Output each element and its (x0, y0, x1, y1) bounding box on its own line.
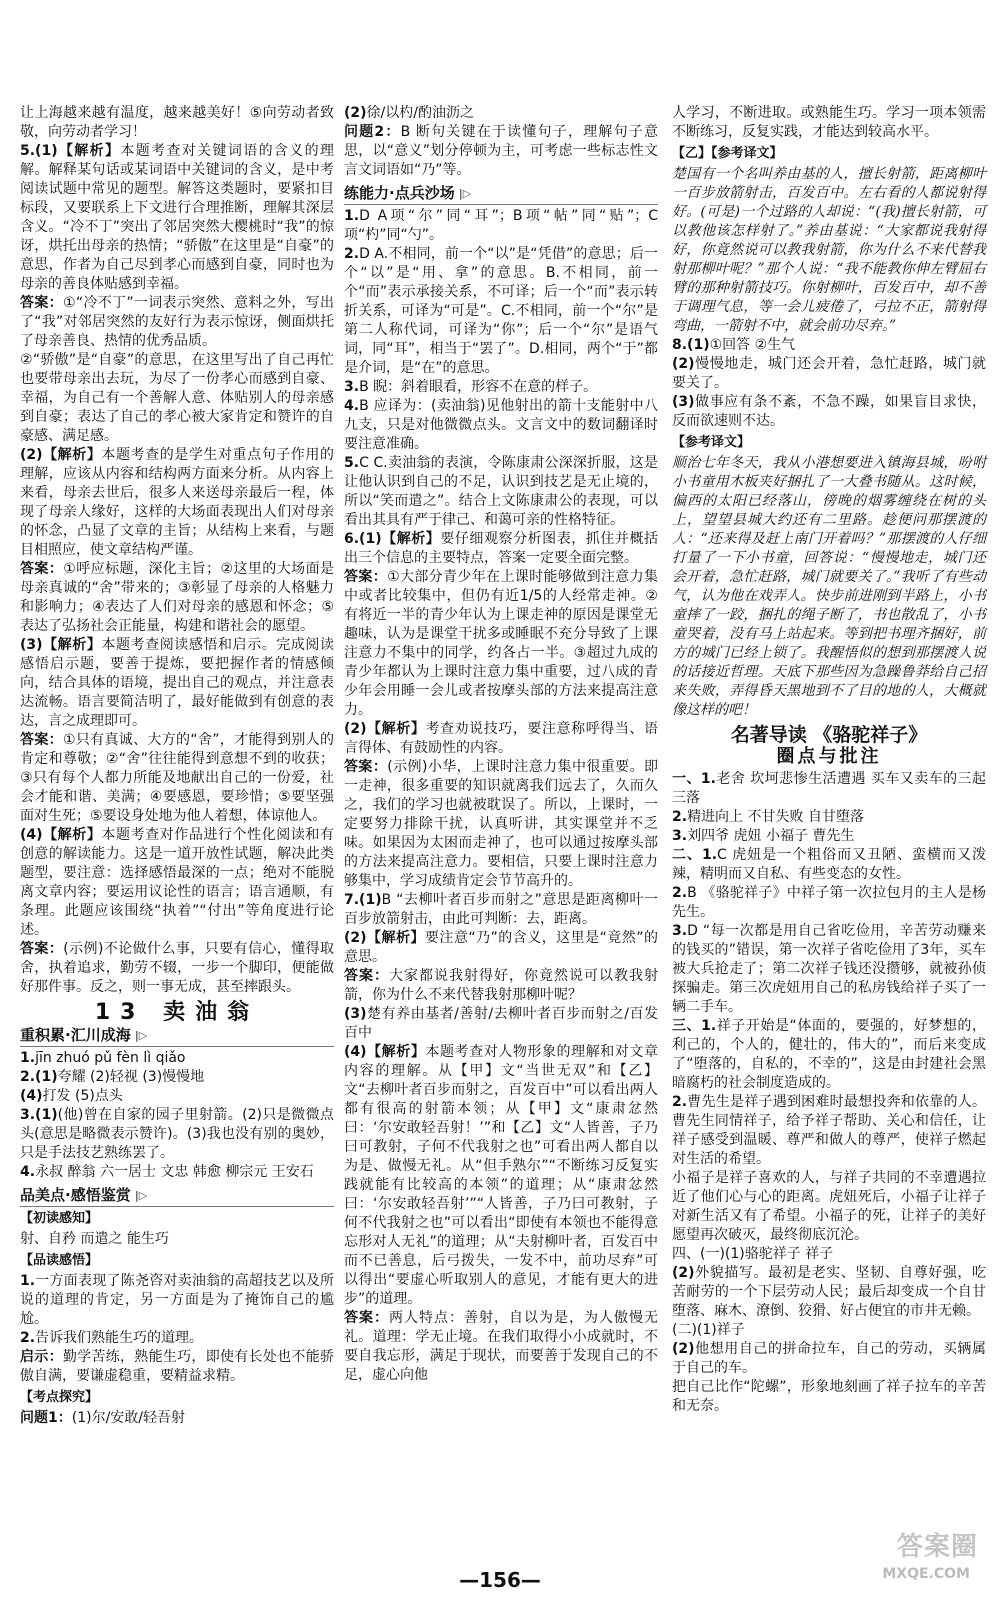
arrow-icon: |▷ (134, 1029, 148, 1042)
list-item: (4)【解析】本题考查对作品进行个性化阅读和有创意的解读能力。这是一道开放性试题，解决此类题型，要注意：选择感悟最深的一点；绝对不能脱离文章内容；要运用议论性的语言；语言通顺，有条理。此题应该围绕“执着”“付出”等角度进行论述。 (20, 827, 334, 938)
answer-list-3c (672, 770, 986, 1416)
list-item: (2)【解析】要注意“乃”的含义，这里是“竟然”的意思。 (344, 930, 658, 965)
list-item: (2)他想用自己的拼命拉车，自己的劳动，买辆属于自己的车。 (672, 1341, 986, 1376)
list-item: (二)(1)祥子 (672, 1322, 745, 1338)
item-marker: 6.(1)【解析】 (344, 531, 441, 547)
list-item: 问题1：(1)尔/安敢/轻吾射 (20, 1410, 186, 1426)
arrow-icon: |▷ (134, 1189, 148, 1202)
item-marker: 2. (672, 885, 688, 901)
list-item: 答案：(示例)不论做什么事，只要有信心，懂得取舍，执着追求，勤劳不辍，一步一个脚印，便能做好那件事。反之，则一事无成，甚至摔跟头。 (20, 941, 334, 995)
item-marker: (3)【解析】 (20, 637, 102, 653)
item-marker: (3) (344, 1006, 367, 1022)
list-item: (4)【解析】本题考查对人物形象的理解和对文章内容的理解。从【甲】文“当世无双”和【乙】文“去柳叶者百步而射之，百发百中”可以看出两人都有很高的射箭本领；从【甲】文“康肃忿然曰：‘尔安敢轻吾射！’”和【乙】文“人皆善，子乃曰可教射，子何不代我射之也”可看出两人都自以为是、做慢无礼。从“但手熟尔”“不断练习反复实践就能有比较高的本领”的道理；从“康肃忿然曰：‘尔安敢轻吾射’”“人皆善，子乃曰可教射，子何不代我射之也”可以看出“即使有本领也不能得意忘形对人无礼”的道理；从“夫射柳叶者，百发百中而不已善息，后弓拨失，一发不中，前功尽弃”可以得出“要虚心听取别人的意见，才能有更大的进步”的道理。 (344, 1044, 658, 1307)
list-item: 答案：①只有真诚、大方的“舍”，才能得到别人的肯定和尊敬；②“舍”往往能得到意想不到的收获；③只有每个人都力所能及地献出自己的一份爱，社会才能和谐、美满；④要感恩，要珍惜；⑤要坚强面对生死；⑤要设身处地为他人着想，体谅他人。 (20, 732, 335, 824)
list-item: 8.(1)①回答 ②生气 (672, 337, 796, 353)
item-marker: 启示： (20, 1349, 63, 1365)
item-marker: 7.(1) (344, 892, 382, 908)
list-item: 射、自矜 而遣之 能生巧 (20, 1231, 169, 1247)
list-item: (2)徐/以杓/酌油沥之 (344, 105, 474, 121)
list-item: (3)楚有养由基者/善射/去柳叶者百步而射之/百发百中 (344, 1006, 658, 1041)
column-right (672, 0, 986, 1416)
list-item: 三、1.祥子开始是“体面的，要强的，好梦想的，利己的，个人的，健壮的，伟大的”，而后来变成了“堕落的，自私的，不幸的”，这是由封建社会黑暗腐朽的社会制度造成的。 (672, 1018, 986, 1091)
list-item: 启示：勤学苦练，熟能生巧，即使有长处也不能骄傲自满，要谦虚稳重，要精益求精。 (20, 1349, 335, 1384)
arrow-icon: |▷ (458, 187, 472, 200)
answer-list-2b (344, 207, 658, 1385)
list-item: (2)【解析】考查劝说技巧，要注意称呼得当、语言得体、有鼓励性的内容。 (344, 721, 658, 756)
list-item: 一、1.老舍 坎坷悲惨生活遭遇 买车又卖车的三起三落 (672, 771, 987, 806)
list-item: 四、(一)(1)骆驼祥子 祥子 (672, 1246, 834, 1262)
item-marker: 三、1. (672, 1018, 717, 1034)
item-marker: (3) (672, 394, 695, 410)
list-item: 2.D A.不相同，前一个“以”是“凭借”的意思；后一个“以”是“用、拿”的意思。B.不相同，前一个“而”表示承接关系，不可译；后一个“而”表示转折关系，可译为“可是”。C.不相同，前一个“尔”是第二人称代词，可译为“你”；后一个“尔”是语气词，同“耳”，相当于“罢了”。D.相同，两个“于”都是介词，是“在”的意思。 (344, 246, 658, 376)
list-item: 把自己比作“陀螺”，形象地刻画了祥子拉车的辛苦和无奈。 (672, 1379, 986, 1414)
item-marker: 2. (20, 1330, 36, 1346)
list-item: 答案：(示例)小华，上课时注意力集中很重要。即一走神，很多重要的知识就离我们远去了，久而久之，我们的学习也就被耽误了。所以，上课时，一定要努力排除干扰，认真听讲，其实课堂并不乏味。如果因为太困而走神了，也可以通过按摩头部的方法来提高注意力。要相信，只要上课时注意力够集中，学习成绩肯定会节节高升的。 (344, 759, 658, 889)
item-marker: 4. (344, 398, 360, 414)
item-marker: (2) (344, 105, 367, 121)
item-marker: (4) (20, 1088, 43, 1104)
list-item: 答案：大家都说我射得好，你竟然说可以教我射箭，你为什么不来代替我射那柳叶呢？ (344, 968, 658, 1003)
item-marker: 答案： (20, 561, 64, 577)
section-header-appreciate: 品美点·感悟鉴赏 |▷ (20, 1186, 334, 1207)
item-marker: 问题1： (20, 1410, 72, 1426)
item-marker: 问题2： (344, 124, 401, 140)
item-marker: 答案： (344, 1310, 389, 1326)
list-item: 1.D A项“尔”同“耳”；B项“帖”同“贴”；C项“杓”同“勺”。 (344, 208, 658, 243)
item-marker: 3. (672, 923, 688, 939)
list-item: 3.B 睨：斜着眼看，形容不在意的样子。 (344, 379, 598, 395)
list-item: 3.D “每一次都是用自己省吃俭用，辛苦劳动赚来的钱买的”错误，第一次祥子省吃俭用了3年，买车被大兵抢走了；第二次祥子钱还没攒够，就被孙侦探骗走。第三次虎妞用自己的私房钱给祥子买了一辆二手车。 (672, 923, 986, 1015)
list-item: 2.精进向上 不甘失败 自甘堕落 (672, 809, 864, 825)
item-marker: 5.(1)【解析】 (20, 143, 121, 159)
list-item: 3.刘四爷 虎妞 小福子 曹先生 (672, 828, 855, 844)
answer-list-2a (344, 104, 658, 180)
item-marker: 答案： (20, 295, 63, 311)
list-item: 2.(1)夸耀 (2)轻视 (3)慢慢地 (20, 1069, 205, 1085)
list-item: (4)打发 (5)点头 (20, 1088, 123, 1104)
item-marker: (2) (672, 356, 695, 372)
answer-list-3a (672, 104, 986, 142)
page-number: —156— (459, 1568, 541, 1592)
list-item: 小福子是祥子喜欢的人，与祥子共同的不幸遭遇拉近了他们心与心的距离。虎妞死后，小福子让祥子对新生活又有了希望。小福子的死，让祥子的美好愿望再次破灭，最终彻底沉沦。 (672, 1170, 986, 1243)
item-marker: 4. (20, 1164, 36, 1180)
item-marker: 2.(1) (20, 1069, 58, 1085)
list-item: 2.告诉我们熟能生巧的道理。 (20, 1330, 204, 1346)
item-marker: (2) (672, 1341, 695, 1357)
list-item: 5.C C.卖油翁的表演，令陈康肃公深深折服，这是让他认识到自己的不足，认识到技艺是无止境的，所以“笑而遣之”。结合上文陈康肃公的表现，可以看出其具有严于律己、和蔼可亲的性格特征。 (344, 455, 658, 528)
item-marker: 2. (672, 809, 688, 825)
list-item: 1.jīn zhuó pǔ fèn lì qiǎo (20, 1050, 186, 1066)
list-item: 3.(1)(他)曾在自家的园子里射箭。(2)只是微微点头(意思是略微表示赞许)。(3)我也没有别的奥妙，只是手法技艺熟练罢了。 (20, 1107, 334, 1161)
tag-translation-yi: 【乙】【参考译文】 (672, 146, 783, 161)
list-item: 4.B 应译为：(卖油翁)见他射出的箭十支能射中八九支，只是对他微微点头。文言文中的数词翻译时要注意准确。 (344, 398, 658, 452)
item-marker: 一、1. (672, 771, 716, 787)
item-marker: 二、1. (672, 847, 718, 863)
list-item: 4.永叔 醉翁 六一居士 文忠 韩愈 柳宗元 王安石 (20, 1164, 314, 1180)
list-item: 答案：①呼应标题，深化主旨；②这里的大场面是母亲真诚的“舍”带来的；③彰显了母亲的人格魅力和影响力；④表达了人们对母亲的感恩和怀念；⑤表达了弘扬社会正能量，构建和谐社会的愿望。 (20, 561, 335, 634)
column-middle (344, 0, 658, 1385)
item-marker: 答案： (344, 759, 388, 775)
tag-reference-translation: 【参考译文】 (672, 435, 751, 450)
item-marker: 答案： (344, 968, 389, 984)
column-left (20, 0, 334, 1428)
list-item: (2)外貌描写。最初是老实、坚韧、自尊好强，吃苦耐劳的一个下层劳动人民；最后却变成一个自甘堕落、麻木、潦倒、狡猾、好占便宜的市井无赖。 (672, 1265, 986, 1319)
item-marker: 1. (20, 1273, 36, 1289)
list-item: 二、1.C 虎妞是一个粗俗而又丑陋、蛮横而又泼辣，精明而又自私、有些变态的女性。 (672, 847, 986, 882)
section-header-accumulate: 重积累·汇川成海 |▷ (20, 1026, 334, 1047)
list-item: 7.(1)B “去柳叶者百步而射之”意思是距离柳叶一百步放箭射击，由此可判断：去，距离。 (344, 892, 658, 927)
list-item: 答案：两人特点：善射，自以为是，为人傲慢无礼。道理：学无止境。在我们取得小小成就时，不要自我忘形，满足于现状，而要善于发现自己的不足，虚心向他 (344, 1310, 658, 1383)
list-item: 2.曹先生是祥子遇到困难时最想投奔和依靠的人。曹先生同情祥子，给予祥子帮助、关心和信任，让祥子感受到温暖、尊严和做人的尊严，使祥子燃起对生活的希望。 (672, 1094, 986, 1167)
item-marker: 3.(1) (20, 1107, 58, 1123)
list-item: 答案：①大部分青少年在上课时能够做到注意力集中或者比较集中，但仍有近1/5的人经常走神。②有将近一半的青少年认为上课走神的原因是课堂无趣味，认为是课堂干扰多或睡眠不充分导致了上课注意力不集中的同学，约各占一半。③超过九成的青少年都认为上课时注意力集中重要，过八成的青少年会用睡一会儿或者按摩头部的方法来提高注意力。 (344, 569, 658, 718)
tag-reading-insight: 【品读感悟】 (20, 1253, 99, 1268)
list-item: 答案：①“冷不丁”一词表示突然、意料之外，写出了“我”对邻居突然的友好行为表示惊讶，侧面烘托了母亲善良、热情的优秀品质。 (20, 295, 335, 349)
tag-exam-points: 【考点探究】 (20, 1390, 99, 1405)
section-header-practice: 练能力·点兵沙场 |▷ (344, 184, 658, 205)
answer-list-1 (20, 104, 334, 997)
reference-translation: 顺治七年冬天，我从小港想要进入镇海县城，吩咐小书童用木板夹好捆扎了一大叠书随从。这时候，偏西的太阳已经落山，傍晚的烟雾缠绕在树的头上，望望县城大约还有二里路。趁便问那摆渡的人：“还来得及赶上南门开着吗？”那摆渡的人仔细打量了一下小书童，回答说：“慢慢地走，城门还会开着，急忙赶路，城门就要关了。”我听了有些动气，认为他在戏弄人。快步前进刚到半路上，小书童摔了一跤，捆扎的绳子断了，书也散乱了，小书童哭着，没有马上站起来。等到把书理齐捆好，前方的城门已经上锁了。我醒悟似的想到那摆渡人说的话接近哲理。天底下那些因为急躁鲁莽给自己招来失败，弄得昏天黑地到不了目的地的人，大概就像这样的吧！ (672, 455, 986, 718)
item-marker: 2. (672, 1094, 688, 1110)
item-marker: (4)【解析】 (344, 1044, 426, 1060)
item-marker: 答案： (344, 569, 388, 585)
list-item: (2)【解析】本题考查的是学生对重点句子作用的理解，应该从内容和结构两方面来分析。从内容上来看，母亲去世后，很多人来送母亲最后一程，体现了母亲人缘好，这样的大场面表现出人们对母亲的怀念，凸显了文章的主旨；从结构上来看，与题目相照应，使文章结构严谨。 (20, 447, 334, 558)
item-marker: 3. (672, 828, 688, 844)
list-item: 问题2：B 断句关键在于读懂句子，理解句子意思，以“意义”划分停顿为主，可考虑一些标志性文言文词语如“乃”等。 (344, 124, 658, 178)
item-marker: (2)【解析】 (344, 930, 425, 946)
item-marker: (4)【解析】 (20, 827, 102, 843)
item-marker: 5. (344, 455, 360, 471)
item-marker: 1. (344, 208, 360, 224)
list-item: (2)慢慢地走，城门还会开着，急忙赶路，城门就要关了。 (672, 356, 986, 391)
item-marker: (2) (672, 1265, 695, 1281)
watermark-url: MXQE.COM (882, 1566, 970, 1582)
guide-title: 名著导读 《骆驼祥子》 (730, 724, 928, 746)
item-marker: 答案： (20, 732, 63, 748)
list-item: 6.(1)【解析】要仔细观察分析图表，抓住并概括出三个信息的主要特点，答案一定要全面完整。 (344, 531, 658, 566)
item-marker: 8.(1) (672, 337, 710, 353)
item-marker: (2)【解析】 (344, 721, 426, 737)
lesson-title: 13 卖油翁 (94, 1000, 260, 1025)
item-marker: 3. (344, 379, 360, 395)
watermark-logo: 答案圈 (896, 1532, 978, 1562)
list-item: 2.B 《骆驼祥子》中祥子第一次拉包月的主人是杨先生。 (672, 885, 986, 920)
list-item: 5.(1)【解析】本题考查对关键词语的含义的理解。解释某句话或某词语中关键词的含义，是中考阅读试题中常见的题型。解答这类题时，要紧扣目标段，又要联系上下文进行合理推断，理解其深层含义。“冷不丁”突出了邻居突然大樱桃时“我”的惊讶，烘托出母亲的热情；“骄傲”在这里是“自豪”的意思，作者为自己尽到孝心而感到自豪，同时也为母亲的善良体贴感到幸福。 (20, 143, 334, 292)
item-marker: 2. (344, 246, 360, 262)
item-marker: 1. (20, 1050, 36, 1066)
list-item: (3)【解析】本题考查阅读感悟和启示。完成阅读感悟启示题，要善于提炼，要把握作者的情感倾向，结合具体的语境，提出自己的观点，并注意表达流畅。语言要简洁明了，最好能做到有创意的表达，言之成理即可。 (20, 637, 334, 729)
list-item: (3)做事应有条不紊，不急不躁，如果盲目求快，反而欲速则不达。 (672, 394, 986, 429)
list-item: 1.一方面表现了陈尧咨对卖油翁的高超技艺以及所说的道理的肯定，另一方面是为了掩饰自己的尴尬。 (20, 1273, 334, 1327)
item-marker: 答案： (20, 941, 64, 957)
answer-list-3b (672, 336, 986, 431)
list-item: 人学习，不断进取。或熟能生巧。学习一项本领需不断练习，反复实践，才能达到较高水平。 (672, 105, 986, 140)
item-marker: (2)【解析】 (20, 447, 102, 463)
guide-subtitle: 圈点与批注 (776, 746, 882, 767)
translation-yi: 楚国有一个名叫养由基的人，擅长射箭，距离柳叶一百步放箭射击，百发百中。左右看的人都说射得好。(可是)一个过路的人却说：“(我)擅长射箭，可以教他该怎样射了。”养由基说：“大家都说我射得好，你竟然说可以教我射箭，你为什么不来代替我射那柳叶呢？”那个人说：“我不能教你伸左臂屈右臂的那种射箭技巧。你射柳叶，百发百中，却不善于调理气息，等一会儿疲倦了，弓拉不正，箭射得弯曲，一箭射不中，就会前功尽弃。” (672, 166, 986, 334)
tag-first-reading: 【初读感知】 (20, 1211, 99, 1226)
list-item: ②“骄傲”是“自豪”的意思，在这里写出了自己再忙也要带母亲出去玩，为尽了一份孝心而感到自豪、幸福，为自己有一个善解人意、体贴别人的母亲感到自豪；表达了自己的孝心被大家肯定和赞许的自豪感、满足感。 (20, 352, 334, 444)
list-item: 让上海越来越有温度，越来越美好！⑤向劳动者致敬，向劳动者学习！ (20, 105, 334, 140)
